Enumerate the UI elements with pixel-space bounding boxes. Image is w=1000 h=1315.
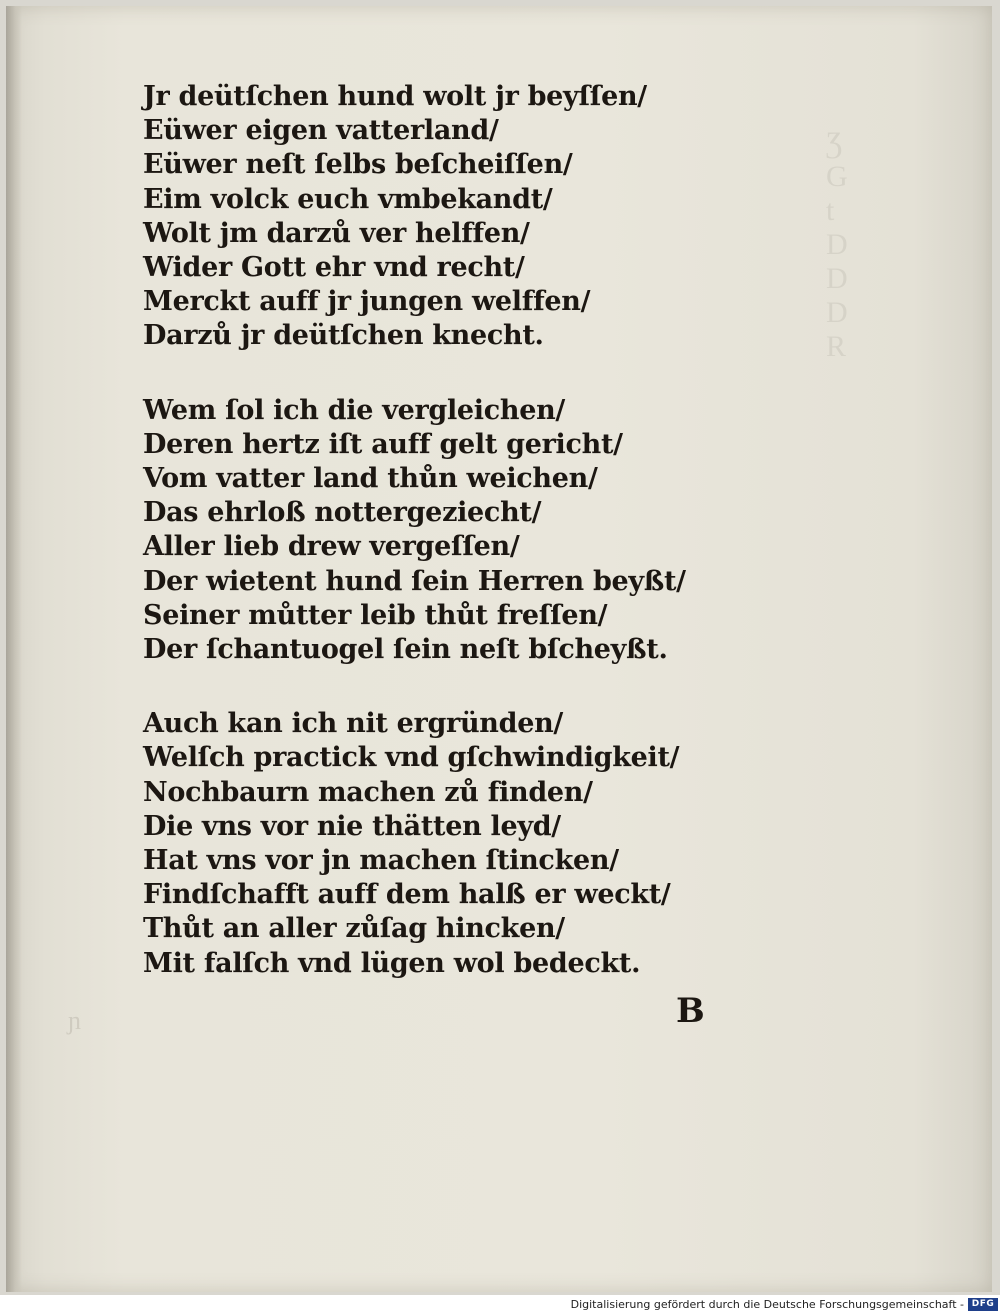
verse-line: Wem ſol ich die vergleichen/ [143,394,565,426]
verse-line: Deren hertz iſt auff gelt gericht/ [143,428,623,460]
show-through-mark: ɲ [68,1006,81,1035]
verse-line: Die vns vor nie thätten leyd/ [143,810,561,842]
dfg-logo: DFG [968,1298,998,1311]
page-gutter [6,6,22,1292]
verse-line: Der ſchantuogel ſein neſt bſcheyßt. [143,634,668,666]
signature-mark: B [676,991,705,1031]
stanza [143,707,743,981]
poem [143,80,743,1021]
verse-line: Seiner můtter leib thůt freſſen/ [143,599,608,631]
verse-line: Welſch practick vnd gſchwindigkeit/ [143,742,680,774]
verse-line: Eüwer neſt ſelbs beſcheiſſen/ [143,149,573,181]
verse-line: Eim volck euch vmbekandt/ [143,183,553,215]
verse-line: Auch kan ich nit ergründen/ [143,708,563,740]
verse-line: Hat vns vor jn machen ſtincken/ [143,845,619,877]
verse-line: Aller lieb drew vergeſſen/ [143,531,520,563]
show-through-text: Ʒ G t D D D R [826,126,848,363]
verse-line: Vom vatter land thůn weichen/ [143,463,598,495]
stanza [143,80,743,354]
footer [0,1295,1000,1315]
verse-line: Jr deütſchen hund wolt jr beyſſen/ [143,81,647,112]
verse-line: Merckt auff jr jungen welffen/ [143,286,591,318]
stanza [143,394,743,668]
verse-line: Darzů jr deütſchen knecht. [143,320,544,352]
verse-line: Das ehrloß nottergeziecht/ [143,497,542,529]
verse-line: Wider Gott ehr vnd recht/ [143,252,525,284]
verse-line: Wolt jm darzů ver helffen/ [143,217,530,249]
verse-line: Der wietent hund ſein Herren beyßt/ [143,565,686,597]
verse-line: Nochbaurn machen zů finden/ [143,776,593,808]
verse-line: Mit falſch vnd lügen wol bedeckt. [143,947,641,979]
digitization-credit: Digitalisierung gefördert durch die Deutsche Forschungsgemeinschaft - [570,1298,964,1311]
verse-line: Thůt an aller zůſag hincken/ [143,913,565,945]
verse-line: Findſchafft auff dem halß er weckt/ [143,879,671,911]
verse-line: Eüwer eigen vatterland/ [143,115,499,147]
